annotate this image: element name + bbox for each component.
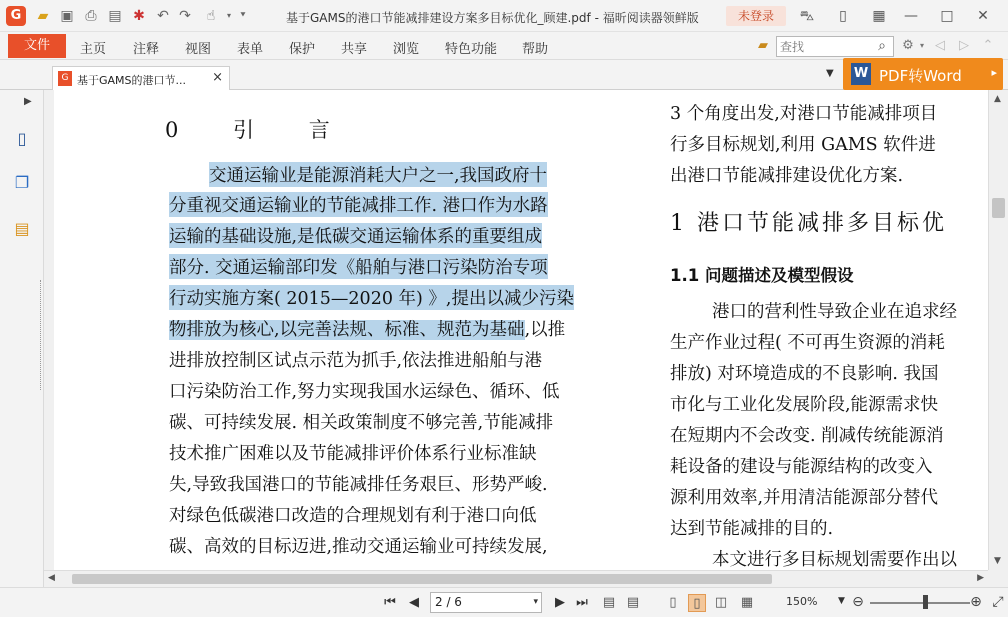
file-menu[interactable]: 文件 <box>8 34 66 58</box>
single-page-icon[interactable]: ▯ <box>669 595 677 610</box>
zoom-level[interactable]: 150% <box>786 595 818 608</box>
page-thumbnail-icon[interactable]: ▯ <box>17 129 27 148</box>
status-bar <box>0 587 1008 617</box>
section-heading-1: 1 港口节能减排多目标优 <box>670 211 947 236</box>
continuous-facing-icon[interactable]: ▦ <box>740 595 754 610</box>
last-page-icon[interactable]: ⏭ <box>576 595 588 610</box>
redo-icon[interactable]: ↷ <box>179 8 191 24</box>
menu-features[interactable]: 特色功能 <box>445 42 498 57</box>
document-tab[interactable] <box>52 66 230 90</box>
text-line: 对绿色低碳港口改造的合理规划有利于港口向低 <box>169 506 537 526</box>
text-line: 在短期内不会改变. 削减传统能源消 <box>670 426 944 446</box>
text-line: 进排放控制区试点示范为抓手,依法推进船舶与港 <box>169 351 543 371</box>
minimize-icon[interactable]: — <box>904 8 918 24</box>
zoom-slider-thumb[interactable] <box>923 595 928 609</box>
zoom-out-icon[interactable]: ⊖ <box>852 594 864 610</box>
expand-panel-icon[interactable]: ▶ <box>24 96 32 107</box>
document-tab-label: 基于GAMS的港口节... <box>77 74 187 87</box>
comments-icon[interactable]: ▤ <box>14 219 30 238</box>
maximize-icon[interactable]: □ <box>940 8 954 24</box>
text-line: 耗设备的建设与能源结构的改变入 <box>670 457 933 477</box>
text-line: 部分. 交通运输部印发《船舶与港口污染防治专项 <box>169 254 548 279</box>
cart-icon[interactable]: ⛍ <box>799 8 815 24</box>
text-line: 行动实施方案( 2015—2020 年) 》,提出以减少污染 <box>169 285 574 310</box>
subsection-heading-1-1: 1.1 问题描述及模型假设 <box>670 266 854 285</box>
menu-home[interactable]: 主页 <box>80 42 107 57</box>
undo-icon[interactable]: ↶ <box>157 8 169 24</box>
menu-bar <box>0 32 1008 60</box>
title-bar <box>0 0 1008 32</box>
next-page-icon[interactable]: ▶ <box>555 595 565 610</box>
tab-list-dropdown-icon[interactable]: ▼ <box>826 68 834 79</box>
foxit-logo-icon[interactable]: G <box>6 6 26 26</box>
text-line: 口污染防治工作,努力实现我国水运绿色、循环、低 <box>169 382 560 402</box>
zoom-slider[interactable] <box>870 602 970 604</box>
chevron-right-icon: ▸ <box>991 66 997 79</box>
menu-protect[interactable]: 保护 <box>289 42 316 57</box>
document-view[interactable] <box>44 90 988 570</box>
tab-close-icon[interactable]: × <box>212 70 223 85</box>
search-field[interactable] <box>776 36 894 57</box>
menu-browse[interactable]: 浏览 <box>393 42 420 57</box>
previous-page-icon[interactable]: ◀ <box>409 595 419 610</box>
pdf-file-icon: G <box>58 71 72 86</box>
close-icon[interactable]: ✕ <box>977 8 989 24</box>
first-page-icon[interactable]: ⏮ <box>384 595 396 610</box>
menu-form[interactable]: 表单 <box>237 42 264 57</box>
text-line: 市化与工业化发展阶段,能源需求快 <box>670 395 939 415</box>
highlighted-text: 物排放为核心,以完善法规、标准、规范为基础 <box>169 320 525 340</box>
scrollbar-corner <box>988 570 1008 587</box>
pdf-to-word-label: PDF转Word <box>879 67 962 85</box>
text-line: 源利用效率,并用清洁能源部分替代 <box>670 488 939 508</box>
settings-dropdown-icon[interactable]: ▾ <box>919 41 924 50</box>
properties-icon[interactable]: ▤ <box>108 8 122 24</box>
hand-dropdown-icon[interactable]: ▾ <box>226 11 231 20</box>
scroll-left-icon[interactable]: ◀ <box>48 573 55 583</box>
ribbon-collapse-icon[interactable]: ⌃ <box>982 38 994 53</box>
prev-result-icon[interactable]: ◁ <box>935 38 945 53</box>
menu-view[interactable]: 视图 <box>185 42 212 57</box>
horizontal-scroll-thumb[interactable] <box>72 574 772 584</box>
search-input[interactable] <box>780 38 874 55</box>
scroll-right-icon[interactable]: ▶ <box>977 573 984 583</box>
text-line: 分重视交通运输业的节能减排工作. 港口作为水路 <box>169 192 548 217</box>
open-folder-icon[interactable]: ▰ <box>37 8 49 24</box>
text-line <box>169 316 565 341</box>
layers-icon[interactable]: ❐ <box>14 173 30 192</box>
hand-tool-icon[interactable]: ☝ <box>206 8 216 24</box>
continuous-page-icon[interactable]: ▯ <box>688 594 706 612</box>
customize-toolbar-icon[interactable]: ⯆ <box>239 11 247 21</box>
page-number: 2 / 6 <box>435 595 462 609</box>
next-result-icon[interactable]: ▷ <box>959 38 969 53</box>
text-line: 碳、可持续发展. 相关政策制度不够完善,节能减排 <box>169 413 554 433</box>
word-icon: W <box>851 63 871 85</box>
previous-view-icon[interactable]: ▤ <box>602 595 616 610</box>
fullscreen-icon[interactable]: ⤢ <box>992 594 1004 610</box>
login-button[interactable]: 未登录 <box>726 6 786 26</box>
scroll-down-icon[interactable]: ▼ <box>994 556 1001 566</box>
page-number-field[interactable] <box>430 592 542 613</box>
zoom-dropdown-icon[interactable]: ▼ <box>838 596 845 606</box>
text-line: 失,导致我国港口的节能减排任务艰巨、形势严峻. <box>169 475 548 495</box>
save-icon[interactable]: ▣ <box>60 8 74 24</box>
find-folder-icon[interactable]: ▰ <box>758 38 768 53</box>
text-line: 交通运输业是能源消耗大户之一,我国政府十 <box>209 162 547 187</box>
skin-icon[interactable]: ▯ <box>839 8 847 24</box>
plain-text: ,以推 <box>524 320 566 340</box>
window-title: 基于GAMS的港口节能减排建设方案多目标优化_顾建.pdf - 福昕阅读器领鲜版 <box>286 11 699 25</box>
next-view-icon[interactable]: ▤ <box>626 595 640 610</box>
text-line: 生产作业过程( 不可再生资源的消耗 <box>670 333 945 353</box>
menu-comment[interactable]: 注释 <box>133 42 160 57</box>
vertical-scrollbar[interactable] <box>988 90 1008 570</box>
pdf-to-word-button[interactable] <box>843 58 1003 90</box>
panel-resize-handle[interactable] <box>40 280 43 390</box>
section-heading-introduction: 0 引 言 <box>165 118 354 142</box>
text-line: 排放) 对环境造成的不良影响. 我国 <box>670 364 939 384</box>
print-icon[interactable]: ⎙ <box>85 8 97 24</box>
settings-icon[interactable]: ⚙ <box>902 38 914 53</box>
page-margin <box>44 90 54 570</box>
grid-icon[interactable]: ▦ <box>872 8 886 24</box>
menu-share[interactable]: 共享 <box>341 42 368 57</box>
scroll-up-icon[interactable]: ▲ <box>994 94 1001 104</box>
text-line: 行多目标规划,利用 GAMS 软件进 <box>670 135 936 155</box>
text-line: 技术推广困难以及节能减排评价体系行业标准缺 <box>169 444 537 464</box>
text-line: 出港口节能减排建设优化方案. <box>670 166 904 186</box>
text-line: 港口的营利性导致企业在追求经 <box>712 302 957 322</box>
text-line: 运输的基础设施,是低碳交通运输体系的重要组成 <box>169 223 542 248</box>
new-icon[interactable]: ✱ <box>133 8 145 24</box>
vertical-scroll-thumb[interactable] <box>992 198 1005 218</box>
text-line: 本文进行多目标规划需要作出以 <box>712 550 957 570</box>
menu-help[interactable]: 帮助 <box>522 42 549 57</box>
text-line: 达到节能减排的目的. <box>670 519 834 539</box>
horizontal-scrollbar[interactable] <box>44 570 988 587</box>
page-dropdown-icon[interactable]: ▾ <box>533 597 538 607</box>
search-icon[interactable]: ⌕ <box>878 38 886 54</box>
facing-page-icon[interactable]: ◫ <box>714 595 728 610</box>
zoom-in-icon[interactable]: ⊕ <box>970 594 982 610</box>
navigation-panel <box>0 90 44 587</box>
text-line: 碳、高效的目标迈进,推动交通运输业可持续发展, <box>169 537 548 557</box>
text-line: 3 个角度出发,对港口节能减排项目 <box>670 104 938 124</box>
